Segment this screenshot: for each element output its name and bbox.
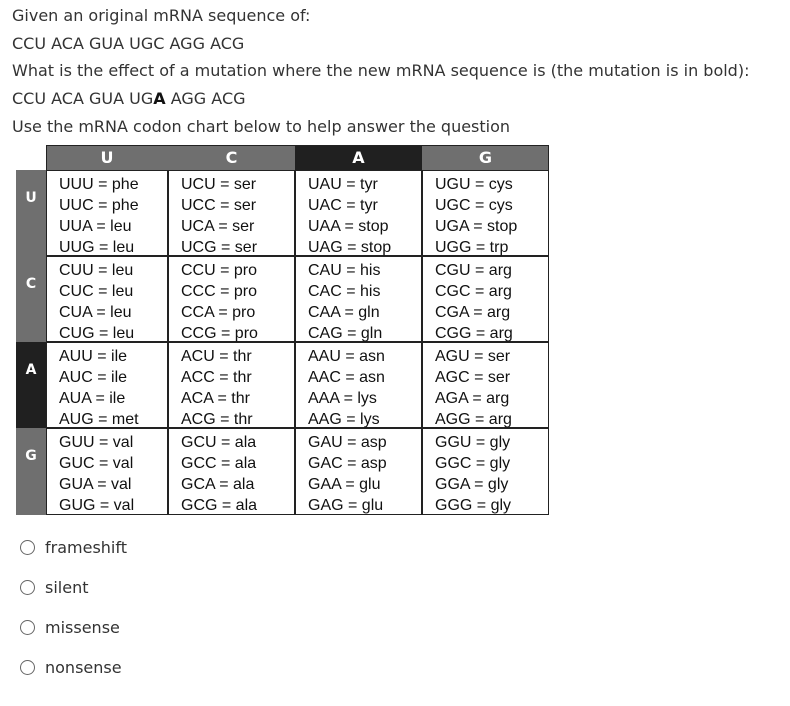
codon-entry: UUU = phe [59, 176, 139, 193]
codon-entry: UAA = stop [308, 218, 389, 235]
codon-entry: ACU = thr [181, 348, 252, 365]
codon-entry: CAG = gln [308, 325, 383, 342]
question-intro: Given an original mRNA sequence of: [12, 6, 311, 25]
option-label: nonsense [45, 657, 122, 677]
question-text: What is the effect of a mutation where the new mRNA sequence is (the mutation is in bold): [12, 61, 750, 80]
codon-entry: AUU = ile [59, 348, 128, 365]
column-header-u: U [46, 145, 168, 170]
codon-block-gu [46, 428, 168, 515]
codon-entry: UUA = leu [59, 218, 132, 235]
codon-entry: GCG = ala [181, 497, 258, 514]
row-header-a: A [16, 342, 46, 428]
codon-entry: AUC = ile [59, 369, 128, 386]
codon-entry: CGG = arg [435, 325, 513, 342]
option-silent[interactable] [20, 576, 88, 598]
codon-block-uu [46, 170, 168, 256]
codon-entry: GGU = gly [435, 434, 511, 451]
option-frameshift[interactable] [20, 536, 127, 558]
codon-entry: UGA = stop [435, 218, 518, 235]
column-header-a: A [295, 145, 422, 170]
codon-entry: UCC = ser [181, 197, 257, 214]
codon-entry: GAU = asp [308, 434, 387, 451]
codon-block-aa [295, 342, 422, 428]
codon-entry: CCA = pro [181, 304, 256, 321]
codon-entry: UUC = phe [59, 197, 139, 214]
codon-entry: GUC = val [59, 455, 134, 472]
row-header-u: U [16, 170, 46, 256]
codon-entry: ACG = thr [181, 411, 253, 428]
codon-block-gg [422, 428, 549, 515]
codon-entry: AGA = arg [435, 390, 510, 407]
new-sequence-start: CCU ACA GUA UG [12, 89, 154, 108]
codon-entry: AAG = lys [308, 411, 380, 428]
codon-entry: UCG = ser [181, 239, 258, 256]
codon-entry: AAA = lys [308, 390, 377, 407]
codon-block-ug [422, 170, 549, 256]
column-header-g: G [422, 145, 549, 170]
codon-entry: UGG = trp [435, 239, 509, 256]
codon-block-au [46, 342, 168, 428]
codon-entry: UUG = leu [59, 239, 135, 256]
codon-entry: CGC = arg [435, 283, 512, 300]
chart-instruction: Use the mRNA codon chart below to help answer the question [12, 117, 511, 136]
codon-block-ac [168, 342, 295, 428]
row-header-c: C [16, 256, 46, 342]
codon-entry: CCC = pro [181, 283, 258, 300]
codon-block-ga [295, 428, 422, 515]
codon-entry: CAU = his [308, 262, 381, 279]
codon-entry: UGC = cys [435, 197, 513, 214]
codon-entry: AGU = ser [435, 348, 511, 365]
codon-entry: GAG = glu [308, 497, 384, 514]
codon-entry: CAA = gln [308, 304, 380, 321]
radio-circle-icon[interactable] [20, 660, 35, 675]
radio-circle-icon[interactable] [20, 580, 35, 595]
codon-block-gc [168, 428, 295, 515]
codon-entry: UCA = ser [181, 218, 255, 235]
codon-entry: AAC = asn [308, 369, 385, 386]
codon-block-cc [168, 256, 295, 342]
codon-entry: GUU = val [59, 434, 134, 451]
codon-entry: GCA = ala [181, 476, 255, 493]
codon-entry: GCU = ala [181, 434, 257, 451]
codon-entry: AGC = ser [435, 369, 511, 386]
codon-block-ag [422, 342, 549, 428]
codon-block-cg [422, 256, 549, 342]
original-sequence: CCU ACA GUA UGC AGG ACG [12, 34, 245, 53]
codon-entry: GGA = gly [435, 476, 509, 493]
codon-block-cu [46, 256, 168, 342]
codon-entry: CUG = leu [59, 325, 135, 342]
column-header-c: C [168, 145, 295, 170]
codon-entry: CUA = leu [59, 304, 132, 321]
option-label: silent [45, 577, 89, 597]
codon-entry: AUA = ile [59, 390, 126, 407]
codon-entry: GGC = gly [435, 455, 511, 472]
option-label: missense [45, 617, 120, 637]
option-missense[interactable] [20, 616, 120, 638]
codon-entry: UAU = tyr [308, 176, 378, 193]
codon-entry: GGG = gly [435, 497, 512, 514]
codon-chart [16, 145, 549, 515]
codon-entry: ACA = thr [181, 390, 250, 407]
radio-circle-icon[interactable] [20, 620, 35, 635]
new-sequence-end: AGG ACG [165, 89, 246, 108]
codon-entry: GUG = val [59, 497, 135, 514]
codon-entry: CCG = pro [181, 325, 258, 342]
codon-entry: ACC = thr [181, 369, 252, 386]
codon-entry: GAA = glu [308, 476, 381, 493]
codon-entry: GAC = asp [308, 455, 387, 472]
codon-entry: CAC = his [308, 283, 381, 300]
codon-entry: AUG = met [59, 411, 139, 428]
new-sequence [12, 89, 246, 109]
codon-entry: AAU = asn [308, 348, 385, 365]
option-nonsense[interactable] [20, 656, 122, 678]
codon-entry: UAG = stop [308, 239, 392, 256]
mutated-base: A [153, 89, 166, 108]
row-header-g: G [16, 428, 46, 515]
radio-circle-icon[interactable] [20, 540, 35, 555]
codon-entry: GUA = val [59, 476, 132, 493]
codon-block-ua [295, 170, 422, 256]
option-label: frameshift [45, 537, 127, 557]
codon-entry: CUC = leu [59, 283, 134, 300]
codon-block-uc [168, 170, 295, 256]
codon-entry: CGA = arg [435, 304, 511, 321]
codon-entry: GCC = ala [181, 455, 257, 472]
codon-entry: UCU = ser [181, 176, 257, 193]
codon-entry: UAC = tyr [308, 197, 378, 214]
codon-entry: CUU = leu [59, 262, 134, 279]
codon-entry: AGG = arg [435, 411, 512, 428]
codon-entry: CGU = arg [435, 262, 512, 279]
codon-entry: UGU = cys [435, 176, 513, 193]
codon-entry: CCU = pro [181, 262, 258, 279]
codon-block-ca [295, 256, 422, 342]
